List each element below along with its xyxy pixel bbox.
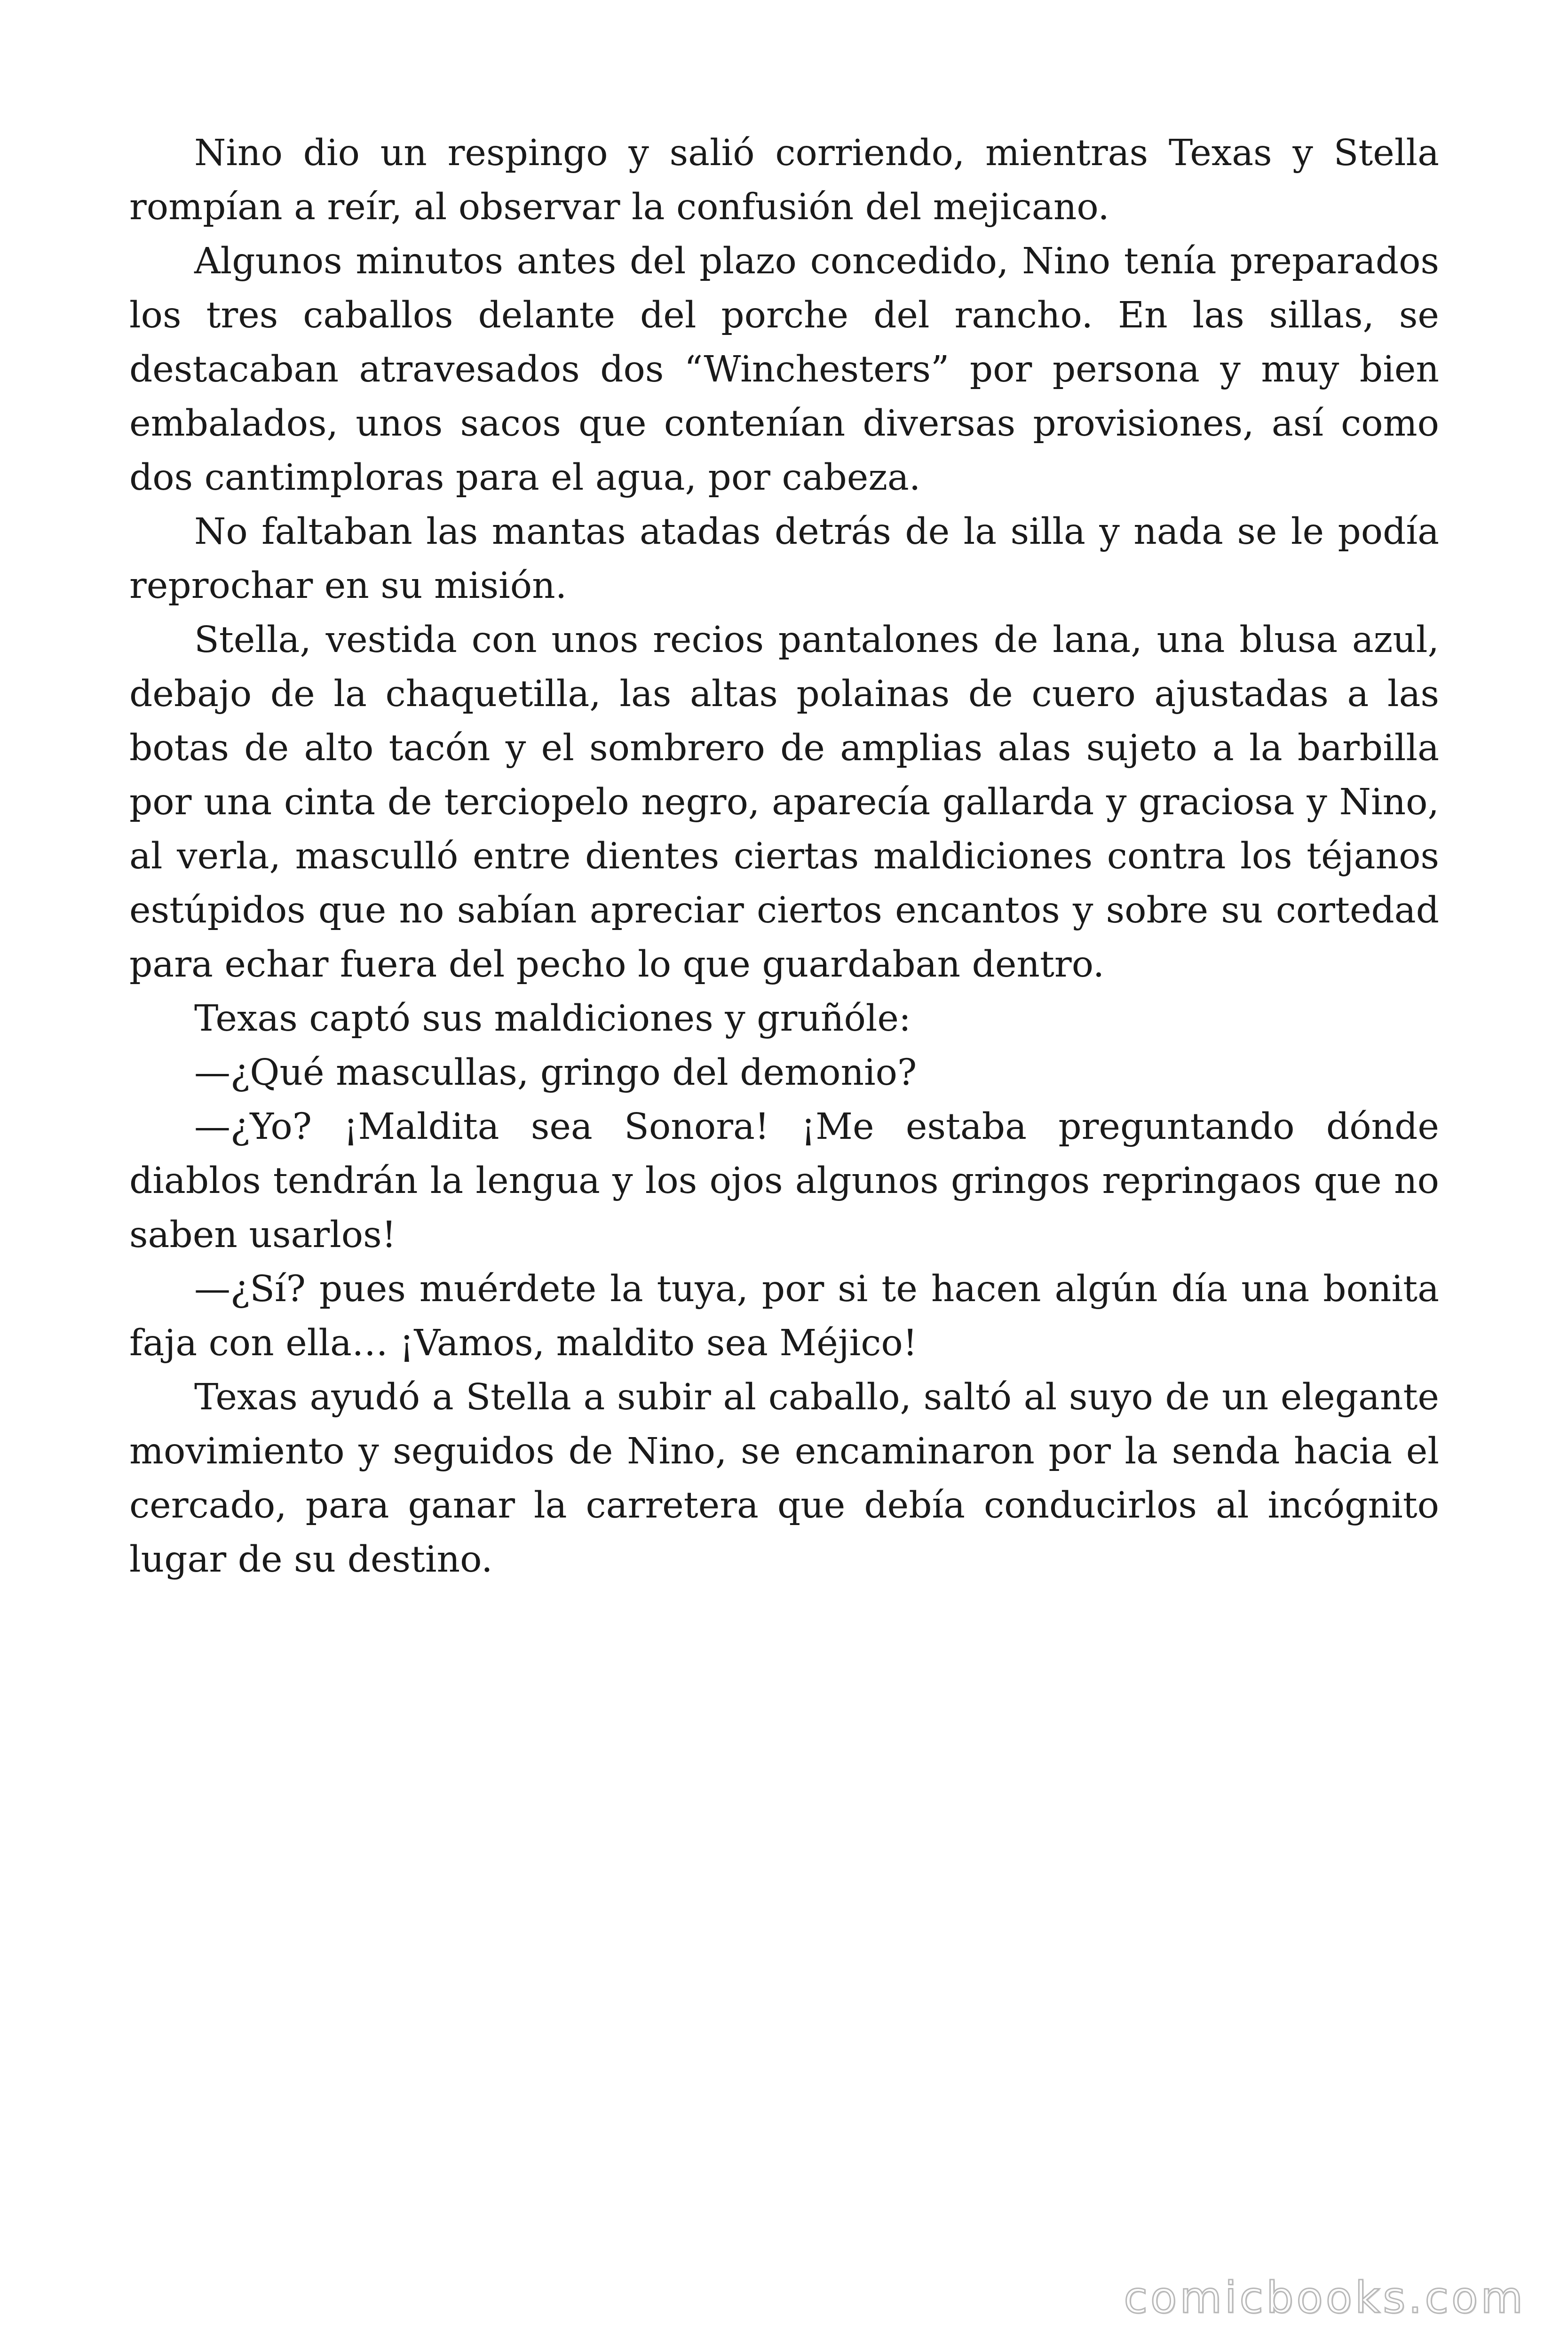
- paragraph-2: Algunos minutos antes del plazo concedido, Nino tenía preparados los tres caballos delante del porche del rancho. En las sillas, se destacaban atravesados dos “Winchesters” por persona y muy bien embalados, unos sacos que contenían diversas provisiones, así como dos cantimploras para el agua, por cabeza.: [129, 240, 1439, 499]
- paragraph-6: —¿Qué mascullas, gringo del demonio?: [194, 1052, 917, 1094]
- paragraph-5: Texas captó sus maldiciones y gruñóle:: [194, 998, 911, 1040]
- paragraph-8: —¿Sí? pues muérdete la tuya, por si te hacen algún día una bonita faja con ella… ¡Vamos, maldito sea Méjico!: [129, 1268, 1439, 1364]
- body-text: [129, 126, 1439, 1587]
- paragraph-9: Texas ayudó a Stella a subir al caballo, saltó al suyo de un elegante movimiento y seguidos de Nino, se encaminaron por la senda hacia el cercado, para ganar la carretera que debía conducirlos al incógnito lugar de su destino.: [129, 1376, 1439, 1581]
- watermark-text: comicbooks.com: [1124, 2273, 1526, 2323]
- paragraph-1: Nino dio un respingo y salió corriendo, mientras Texas y Stella rompían a reír, al observar la confusión del mejicano.: [129, 132, 1439, 228]
- paragraph-3: No faltaban las mantas atadas detrás de la silla y nada se le podía reprochar en su misión.: [129, 511, 1439, 607]
- paragraph-7: —¿Yo? ¡Maldita sea Sonora! ¡Me estaba preguntando dónde diablos tendrán la lengua y los ojos algunos gringos repringaos que no saben usarlos!: [129, 1106, 1439, 1256]
- paragraph-4: Stella, vestida con unos recios pantalones de lana, una blusa azul, debajo de la chaquetilla, las altas polainas de cuero ajustadas a las botas de alto tacón y el sombrero de amplias alas sujeto a la barbilla por una cinta de terciopelo negro, aparecía gallarda y graciosa y Nino, al verla, masculló entre dientes ciertas maldiciones contra los téjanos estúpidos que no sabían apreciar ciertos encantos y sobre su cortedad para echar fuera del pecho lo que guardaban dentro.: [129, 619, 1439, 985]
